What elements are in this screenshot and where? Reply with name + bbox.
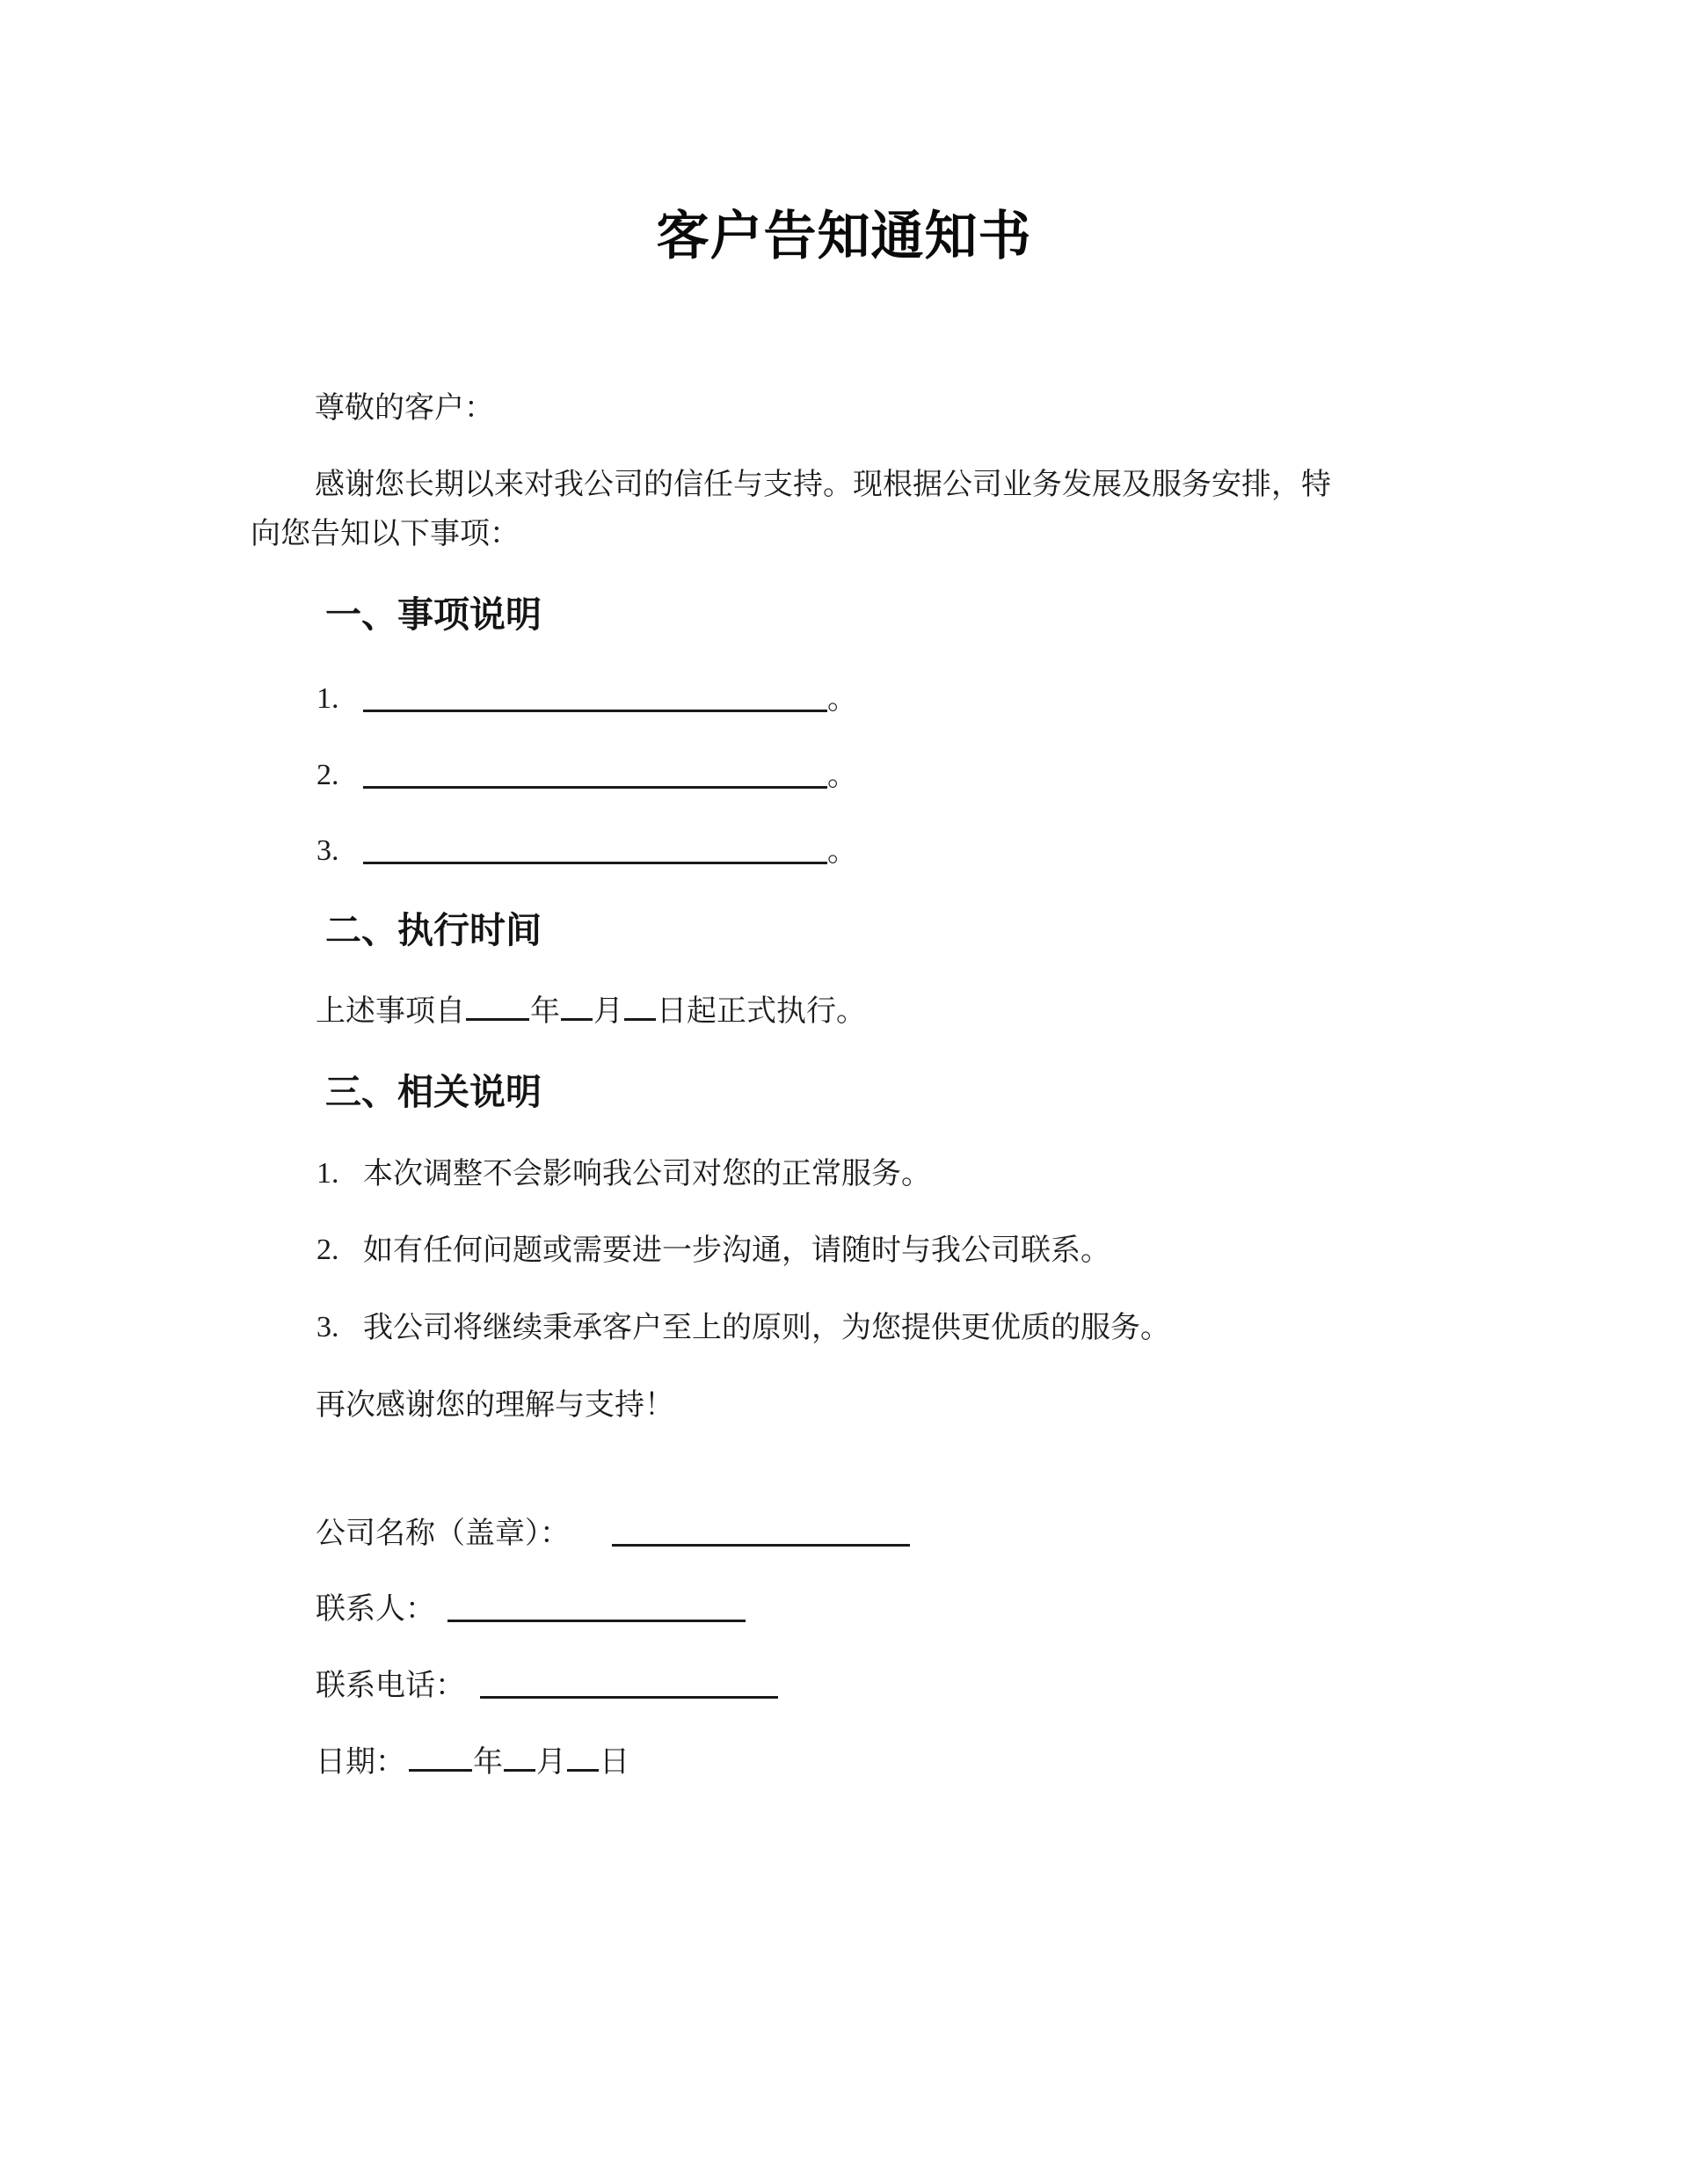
item-number: 2. xyxy=(316,759,339,791)
contact-phone-label: 联系电话： xyxy=(316,1668,465,1703)
date-day-label: 日 xyxy=(600,1744,629,1780)
fill-in-blank-matter-2[interactable] xyxy=(363,786,827,789)
date-month-label: 月 xyxy=(536,1744,566,1780)
execution-year-blank[interactable] xyxy=(466,992,529,1021)
fill-in-blank-matter-1[interactable] xyxy=(363,710,827,712)
item-text: 我公司将继续秉承客户至上的原则，为您提供更优质的服务。 xyxy=(363,1310,1170,1345)
date-month-blank[interactable] xyxy=(504,1743,535,1772)
company-name-label: 公司名称（盖章）： xyxy=(316,1516,570,1551)
item-period: 。 xyxy=(827,834,857,869)
execution-suffix: 起正式执行。 xyxy=(687,994,866,1029)
item-number: 3. xyxy=(316,834,339,867)
item-period: 。 xyxy=(827,758,857,793)
date-year-blank[interactable] xyxy=(409,1743,472,1772)
year-label: 年 xyxy=(530,994,560,1029)
date-year-label: 年 xyxy=(473,1744,503,1780)
execution-date-line xyxy=(316,992,866,1030)
contact-phone-blank[interactable] xyxy=(480,1696,778,1699)
salutation: 尊敬的客户： xyxy=(315,390,494,426)
item-number: 1. xyxy=(316,1157,339,1190)
contact-person-blank[interactable] xyxy=(447,1620,746,1622)
section-heading-matters: 一、事项说明 xyxy=(325,593,542,636)
execution-month-blank[interactable] xyxy=(561,992,593,1021)
date-day-blank[interactable] xyxy=(567,1743,599,1772)
execution-day-blank[interactable] xyxy=(624,992,656,1021)
section-heading-related-notes: 三、相关说明 xyxy=(325,1071,542,1113)
closing-thanks: 再次感谢您的理解与支持！ xyxy=(316,1387,674,1423)
item-text: 如有任何问题或需要进一步沟通，请随时与我公司联系。 xyxy=(363,1233,1110,1268)
item-number: 2. xyxy=(316,1234,339,1266)
item-number: 1. xyxy=(316,682,339,715)
section-heading-execution-time: 二、执行时间 xyxy=(325,909,542,951)
item-text: 本次调整不会影响我公司对您的正常服务。 xyxy=(363,1156,931,1191)
month-label: 月 xyxy=(593,994,623,1029)
document-title: 客户告知通知书 xyxy=(656,206,1032,267)
intro-line-2: 向您告知以下事项： xyxy=(251,516,520,551)
intro-line-1: 感谢您长期以来对我公司的信任与支持。现根据公司业务发展及服务安排，特 xyxy=(315,467,1331,502)
execution-prefix: 上述事项自 xyxy=(316,994,465,1029)
item-number: 3. xyxy=(316,1311,339,1343)
company-name-blank[interactable] xyxy=(612,1544,910,1547)
signature-date-line xyxy=(316,1743,629,1781)
contact-person-label: 联系人： xyxy=(316,1591,435,1627)
fill-in-blank-matter-3[interactable] xyxy=(363,862,827,864)
day-label: 日 xyxy=(657,994,687,1029)
item-period: 。 xyxy=(827,681,857,717)
date-label: 日期： xyxy=(316,1744,405,1780)
